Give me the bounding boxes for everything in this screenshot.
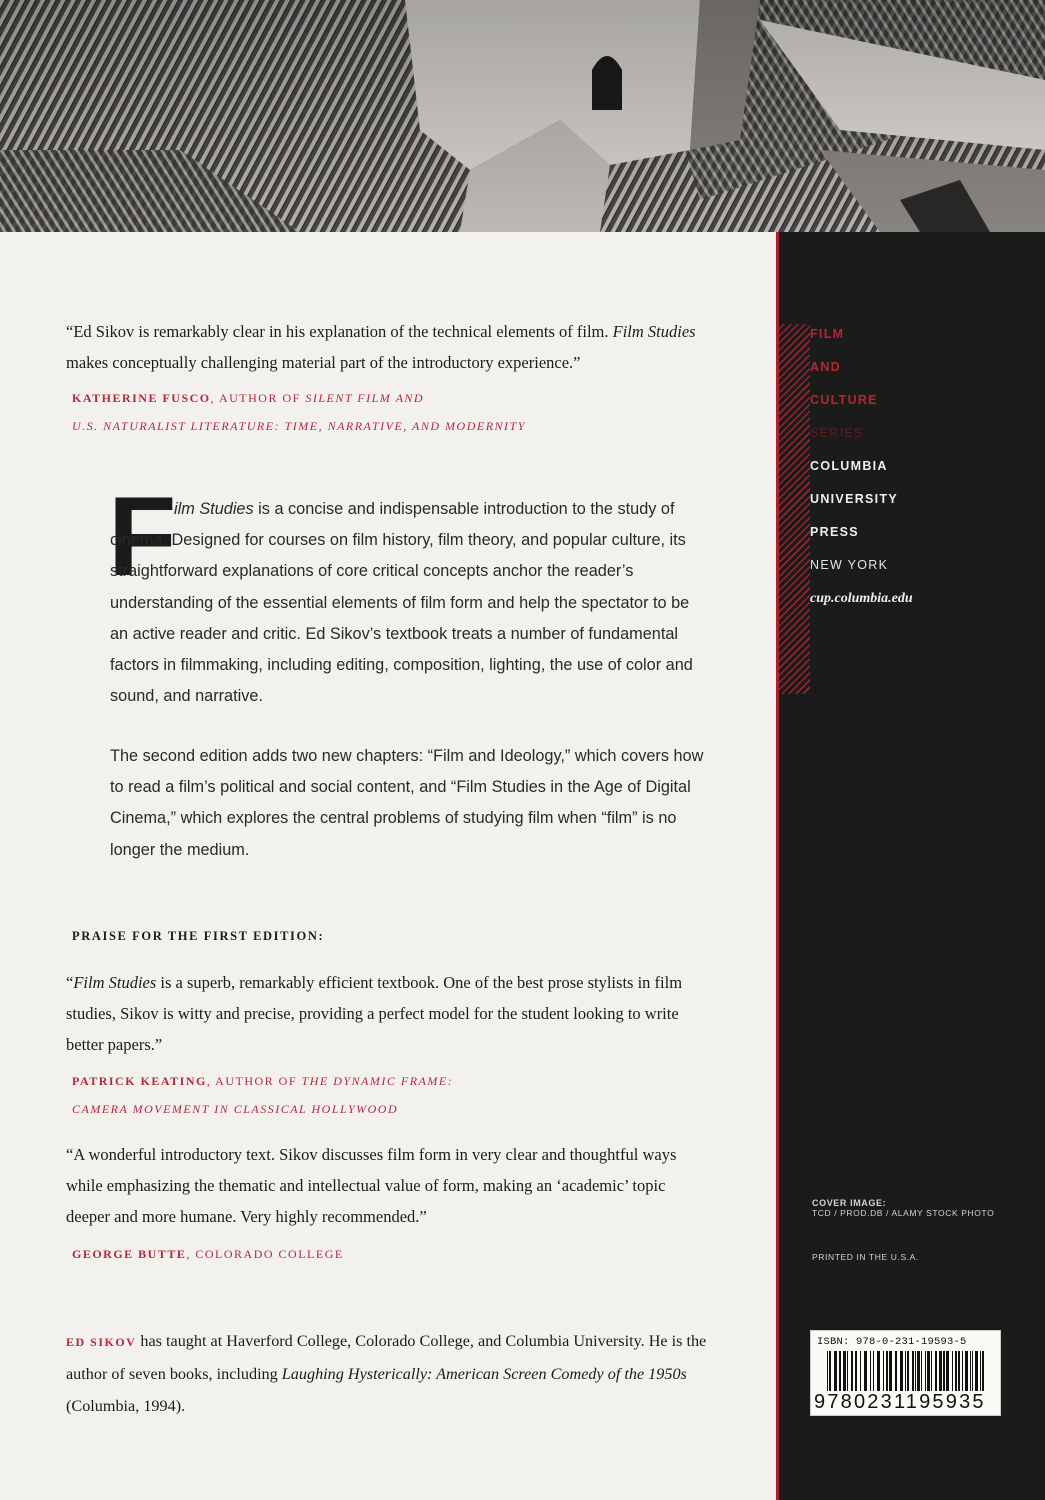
barcode-bar: [935, 1351, 937, 1391]
barcode-bar: [907, 1351, 909, 1391]
barcode-bar: [870, 1351, 871, 1391]
barcode-bar: [917, 1351, 920, 1391]
cover-image-source: TCD / PROD.DB / ALAMY STOCK PHOTO: [812, 1208, 995, 1218]
cover-image-label: COVER IMAGE:: [812, 1198, 887, 1208]
review-attribution-keating: [72, 1067, 453, 1123]
blurb-paragraph-2: The second edition adds two new chapters: “Film and Ideology,” which covers how to read a film’s political and social content, and “Film Studies in the Age of Digital Cinema,” which explores the central problems of studying film when “film” is no longer the medium.: [110, 747, 704, 859]
barcode-bar: [931, 1351, 932, 1391]
reviewer-name: KATHERINE FUSCO: [72, 391, 211, 405]
top-review-attribution: [72, 384, 526, 440]
reviewer-work-title-cont: U.S. NATURALIST LITERATURE: TIME, NARRATIVE, AND MODERNITY: [72, 419, 526, 433]
barcode-bar: [886, 1351, 888, 1391]
barcode-bar: [980, 1351, 981, 1391]
attribution-connector: , AUTHOR OF: [206, 1074, 302, 1088]
barcode-bar: [839, 1351, 841, 1391]
barcode-bar: [847, 1351, 848, 1391]
series-name-line: CULTURE: [810, 393, 878, 407]
barcode-bar: [946, 1351, 949, 1391]
isbn-barcode: [810, 1330, 1001, 1416]
blurb-text: is a concise and indispensable introduction to the study of cinema. Designed for courses on film history, film theory, and popular culture, its straightforward explanations of core critical concepts anchor the reader’s understanding of the essential elements of film form and help the spectator to be an active reader and critic. Ed Sikov’s textbook treats a number of fundamental factors in filmmaking, including editing, composition, lighting, the use of color and sound, and narrative.: [110, 500, 693, 706]
reviewer-affiliation: , COLORADO COLLEGE: [186, 1247, 344, 1261]
blurb-paragraph-1: [108, 474, 710, 712]
reviewer-work-title: SILENT FILM AND: [305, 391, 425, 405]
aerial-photo-icon: [0, 0, 1045, 232]
publisher-sidebar: [776, 232, 1045, 1500]
barcode-bar: [883, 1351, 884, 1391]
barcode-bar: [952, 1351, 953, 1391]
quote-book-title: Film Studies: [73, 973, 157, 992]
barcode-bar: [851, 1351, 853, 1391]
quote-text-end: makes conceptually challenging material part of the introductory experience.”: [66, 353, 581, 372]
bio-book-title: Laughing Hysterically: American Screen Comedy of the 1950s: [281, 1365, 687, 1383]
barcode-bar: [864, 1351, 867, 1391]
barcode-bar: [943, 1351, 945, 1391]
ean-digits: 9780231195935: [814, 1391, 986, 1413]
barcode-bars: [827, 1351, 987, 1395]
barcode-bar: [915, 1351, 916, 1391]
quote-open-mark: “: [66, 973, 74, 992]
barcode-bar: [829, 1351, 831, 1391]
reviewer-name: PATRICK KEATING: [72, 1074, 207, 1088]
barcode-bar: [970, 1351, 971, 1391]
blurb-book-title: ilm Studies: [174, 500, 254, 518]
barcode-bar: [965, 1351, 968, 1391]
praise-heading: PRAISE FOR THE FIRST EDITION:: [72, 929, 325, 943]
series-name-line: FILM: [810, 327, 845, 341]
printed-in-notice: PRINTED IN THE U.S.A.: [812, 1252, 919, 1262]
review-quote-keating: [66, 967, 706, 1060]
barcode-bar: [855, 1351, 857, 1391]
barcode-bar: [962, 1351, 963, 1391]
barcode-bar: [925, 1351, 926, 1391]
red-hatch-decoration: [776, 324, 810, 694]
barcode-bar: [972, 1351, 973, 1391]
review-attribution-butte: [72, 1240, 344, 1268]
barcode-bar: [955, 1351, 957, 1391]
bio-text: has taught at Haverford College, Colorado College, and Columbia University. He is the author of seven books, including: [66, 1332, 707, 1383]
quote-text: is a superb, remarkably efficient textbook. One of the best prose stylists in film studies, Sikov is witty and precise, providing a perfect model for the student looking to write better papers.”: [66, 973, 683, 1054]
barcode-bar: [877, 1351, 880, 1391]
barcode-bar: [843, 1351, 846, 1391]
barcode-bar: [905, 1351, 906, 1391]
barcode-bar: [921, 1351, 922, 1391]
author-name: ED SIKOV: [66, 1335, 137, 1349]
reviewer-name: GEORGE BUTTE: [72, 1247, 187, 1261]
barcode-bar: [975, 1351, 978, 1391]
series-name-line: AND: [810, 360, 841, 374]
publisher-name-line: PRESS: [810, 525, 859, 539]
barcode-bar: [889, 1351, 892, 1391]
barcode-bar: [834, 1351, 837, 1391]
barcode-bar: [827, 1351, 828, 1391]
publisher-name-line: UNIVERSITY: [810, 492, 899, 506]
barcode-bar: [939, 1351, 942, 1391]
review-quote-butte: “A wonderful introductory text. Sikov discusses film form in very clear and thoughtful ways while emphasizing the thematic and intellectual value of form, making an ‘academic’ topic deeper and more humane. Very highly recommended.”: [66, 1145, 677, 1226]
cover-photograph: [0, 0, 1045, 232]
barcode-bar: [873, 1351, 874, 1391]
barcode-bar: [895, 1351, 897, 1391]
publisher-city: NEW YORK: [810, 558, 889, 572]
bio-text-end: (Columbia, 1994).: [66, 1397, 186, 1415]
barcode-bar: [982, 1351, 984, 1391]
barcode-bar: [958, 1351, 960, 1391]
cover-image-credit: [812, 1198, 994, 1218]
barcode-bar: [927, 1351, 930, 1391]
reviewer-work-title-cont: CAMERA MOVEMENT IN CLASSICAL HOLLYWOOD: [72, 1102, 399, 1116]
author-bio: [66, 1325, 716, 1422]
series-and-publisher-list: [810, 318, 913, 615]
drop-cap-letter: F: [108, 474, 177, 599]
publisher-name-line: COLUMBIA: [810, 459, 888, 473]
series-label: SERIES: [810, 426, 864, 440]
barcode-bar: [912, 1351, 914, 1391]
quote-book-title: Film Studies: [612, 322, 696, 341]
barcode-bar: [860, 1351, 861, 1391]
barcode-bar: [900, 1351, 903, 1391]
attribution-connector: , AUTHOR OF: [210, 391, 306, 405]
publisher-url[interactable]: cup.columbia.edu: [810, 591, 913, 606]
isbn-number: ISBN: 978-0-231-19593-5: [817, 1336, 967, 1348]
top-review-quote: [66, 316, 706, 378]
reviewer-work-title: THE DYNAMIC FRAME:: [301, 1074, 454, 1088]
quote-text: “Ed Sikov is remarkably clear in his explanation of the technical elements of film.: [66, 322, 613, 341]
